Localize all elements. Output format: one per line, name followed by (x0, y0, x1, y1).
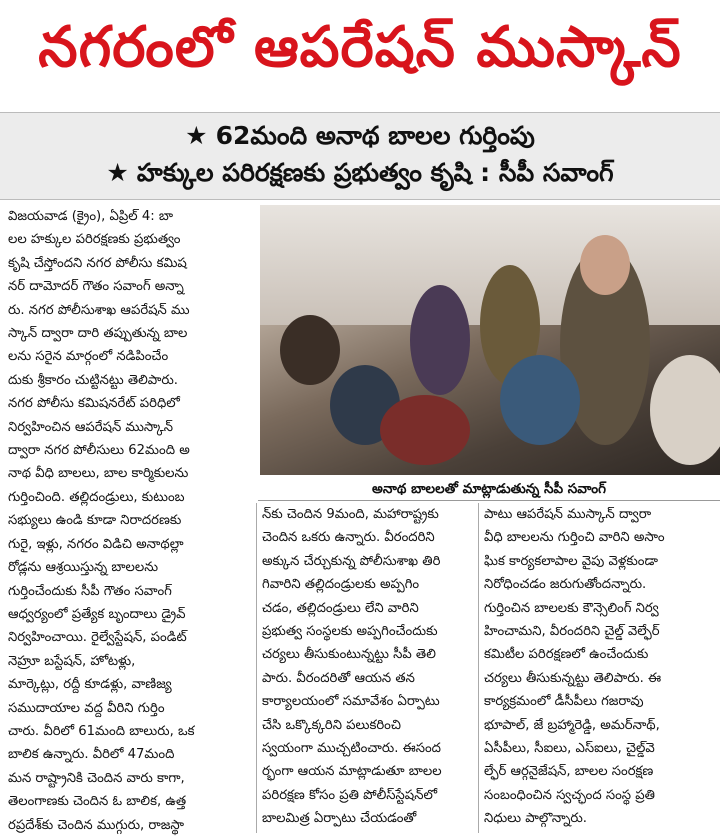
headline-text: నగరంలో ఆపరేషన్ ముస్కాన్ (38, 14, 682, 80)
text-line: భూపాల్, జే బ్రహ్మారెడ్డి, అమర్‌నాథ్, (484, 717, 660, 733)
text-line: లను సరైన మార్గంలో నడిపించేం (8, 349, 169, 365)
text-line: గుర్తించేందుకు సీపీ గౌతం సవాంగ్ (8, 583, 172, 599)
photo-caption: అనాథ బాలలతో మాట్లాడుతున్న సీపీ సవాంగ్ (258, 478, 720, 501)
text-line: నెహ్రూ బస్టేషన్, హోటళ్లు, (8, 653, 136, 669)
column-divider (256, 503, 257, 833)
text-line: మార్కెట్లు, రద్దీ కూడళ్లు, వాణిజ్య (8, 677, 172, 693)
text-line: కృషి చేస్తోందని నగర పోలీసు కమిష (8, 255, 187, 271)
text-line: ఏసీపీలు, సీఐలు, ఎస్ఐలు, చైల్డ్‌వె (484, 741, 655, 757)
photo-figure (500, 355, 580, 445)
photo-figure (410, 285, 470, 395)
text-line: హించామని, వీరందరిని చైల్డ్ వెల్ఫేర్ (484, 624, 660, 640)
text-line: స్వయంగా ముచ్చటించారు. ఈసంద (262, 741, 441, 757)
text-line: దుకు శ్రీకారం చుట్టినట్టు తెలిపారు. (8, 372, 178, 388)
subheadline-2-text: హక్కుల పరిరక్షణకు ప్రభుత్వం కృషి : సీపీ సవాంగ్ (136, 158, 614, 187)
text-line: చర్యలు తీసుకున్నట్టు తెలిపారు. ఈ (484, 670, 662, 686)
news-photo (258, 205, 720, 475)
text-line: న్‌కు చెందిన 9మంది, మహారాష్ట్రకు (262, 507, 439, 522)
article-column-1 (8, 205, 250, 837)
text-line: నర్ దామోదర్ గౌతం సవాంగ్ అన్నా (8, 279, 184, 295)
text-line: పరిరక్షణ కోసం ప్రతి పోలీస్‌స్టేషన్‌లో (262, 787, 438, 803)
star-icon: ★ (106, 158, 129, 187)
text-line: ఘిక కార్యకలాపాల వైపు వెళ్లకుండా (484, 553, 658, 569)
photo-figure (380, 395, 470, 465)
text-line: నిరోధించడం జరుగుతోందన్నారు. (484, 577, 647, 593)
text-line: లల హక్కుల పరిరక్షణకు ప్రభుత్వం (8, 232, 181, 248)
text-line: తెలంగాణకు చెందిన ఓ బాలిక, ఉత్త (8, 794, 187, 810)
photo-figure (580, 235, 630, 295)
text-line: సంబంధించిన స్వచ్ఛంద సంస్థ ప్రతి (484, 787, 655, 803)
text-line: మన రాష్ట్రానికి చెందిన వారు కాగా, (8, 770, 185, 786)
text-line: విజయవాడ (క్రైం), ఏప్రిల్ 4: బా (8, 209, 173, 224)
text-line: బాలిక ఉన్నారు. వీరిలో 47మంది (8, 747, 175, 763)
text-line: రు. నగర పోలీసుశాఖ ఆపరేషన్ ము (8, 302, 190, 318)
text-line: బాలమిత్ర ఏర్పాటు చేయడంతో (262, 811, 417, 827)
text-line: చేసి ఒక్కొక్కరిని పలుకరించి (262, 717, 401, 733)
text-line: సభ్యులు ఉండి కూడా నిరాదరణకు (8, 513, 182, 529)
text-line: గివారిని తల్లిదండ్రులకు అప్పగిం (262, 577, 420, 593)
photo-figure (280, 315, 340, 385)
text-line: గుర్తించింది. తల్లిదండ్రులు, కుటుంబ (8, 489, 185, 505)
subheadline-1 (0, 121, 720, 157)
text-line: గుర్తించిన బాలలకు కౌన్సెలింగ్ నిర్వ (484, 600, 659, 616)
text-line: అక్కున చేర్చుకున్న పోలీసుశాఖ తిరి (262, 553, 441, 569)
subheadline-1-text: 62మంది అనాథ బాలల గుర్తింపు (215, 121, 535, 150)
article-column-3 (484, 503, 716, 831)
text-line: నాథ వీధి బాలలు, బాల కార్మికులను (8, 466, 189, 482)
text-line: రోడ్లను ఆశ్రయిస్తున్న బాలలను (8, 560, 159, 576)
text-line: నిర్వహించిన ఆపరేషన్ ముస్కాన్ (8, 419, 174, 435)
text-line: వీధి బాలలను గుర్తించి వారిని అసాం (484, 530, 665, 546)
text-line: కార్యాలయంలో సమావేశం ఏర్పాటు (262, 694, 440, 710)
text-line: సముదాయాల వద్ద వీరిని గుర్తిం (8, 700, 165, 716)
text-line: ఆధ్వర్యంలో ప్రత్యేక బృందాలు డ్రైవ్ (8, 606, 186, 622)
text-line: నిర్వహించాయి. రైల్వేస్టేషన్, పండిట్ (8, 630, 187, 646)
photo-figure (650, 355, 720, 465)
text-line: ద్వారా నగర పోలీసులు 62మంది అ (8, 443, 190, 459)
text-line: పాటు ఆపరేషన్ ముస్కాన్ ద్వారా (484, 507, 652, 522)
star-icon: ★ (185, 121, 208, 150)
text-line: ప్రభుత్వ సంస్థలకు అప్పగించేందుకు (262, 624, 438, 640)
text-line: చర్యలు తీసుకుంటున్నట్టు సీపీ తెలి (262, 647, 436, 663)
text-line: స్కాన్ ద్వారా దారి తప్పుతున్న బాల (8, 326, 188, 342)
text-line: గురై, ఇళ్లు, నగరం విడిచి అనాథల్లా (8, 536, 184, 552)
text-line: ర్భంగా ఆయన మాట్లాడుతూ బాలల (262, 764, 442, 780)
text-line: పారు. వీరందరితో ఆయన తన (262, 670, 415, 686)
text-line: చడం, తల్లిదండ్రులు లేని వారిని (262, 600, 419, 616)
text-line: నిధులు పాల్గొన్నారు. (484, 811, 587, 827)
article-column-2 (262, 503, 474, 831)
text-line: రప్రదేశ్‌కు చెందిన ముగ్గురు, రాజస్థా (8, 817, 184, 833)
headline (0, 0, 720, 108)
text-line: కార్యక్రమంలో డీసీపీలు గజరావు (484, 694, 644, 710)
subheadline-box (0, 112, 720, 200)
subheadline-2 (0, 158, 720, 194)
text-line: నగర పోలీసు కమిషనరేట్ పరిధిలో (8, 396, 180, 412)
column-divider (478, 503, 479, 833)
text-line: కమిటీల పరిరక్షణలో ఉంచేందుకు (484, 647, 649, 663)
text-line: చెందిన ఒకరు ఉన్నారు. వీరందరిని (262, 530, 435, 546)
text-line: చారు. వీరిలో 61మంది బాలురు, ఒక (8, 723, 195, 739)
text-line: ల్ఫేర్ ఆర్గనైజేషన్, బాలల సంరక్షణ (484, 764, 654, 780)
